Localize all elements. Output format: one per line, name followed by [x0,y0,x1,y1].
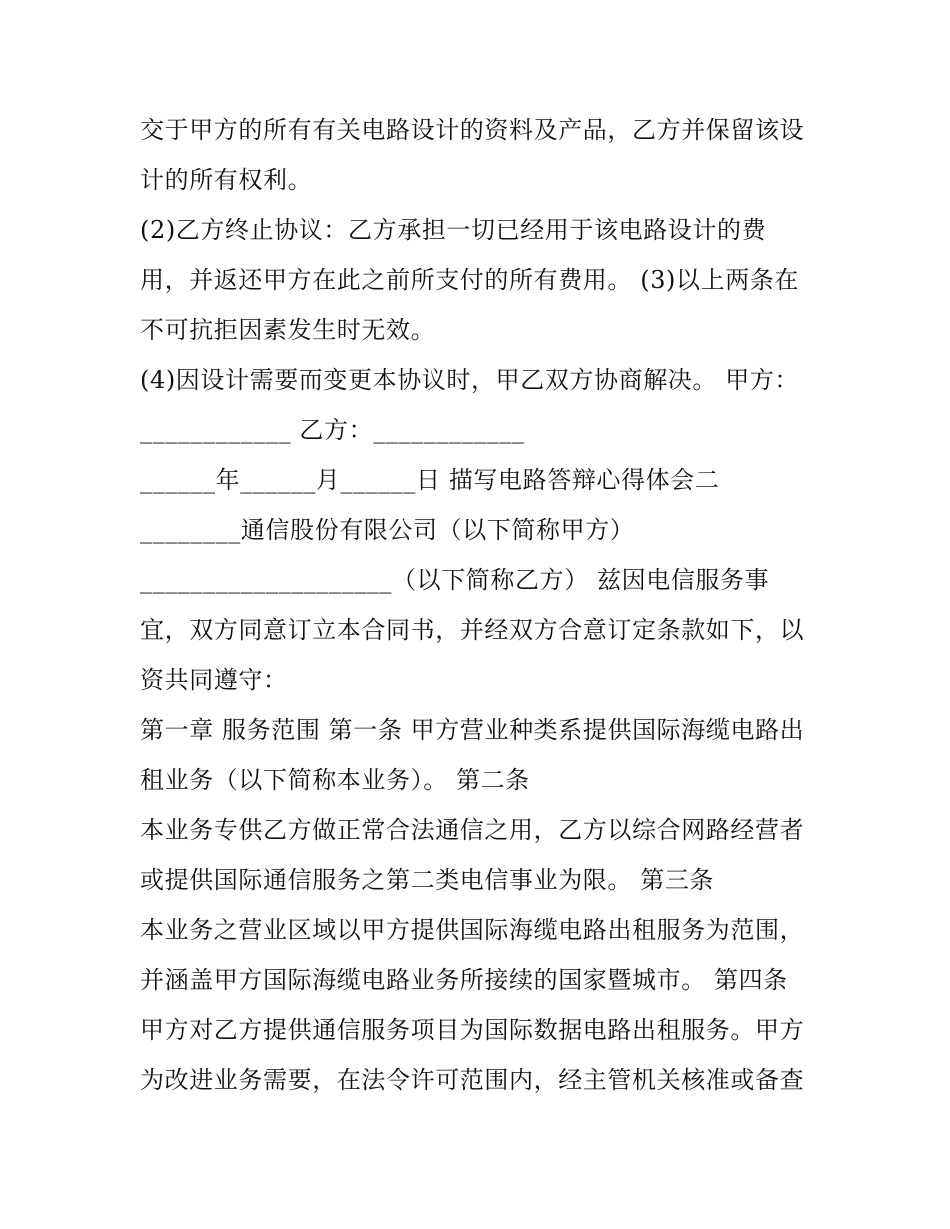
text-line: 资共同遵守： [140,666,288,694]
text-line: 交于甲方的所有有关电路设计的资料及产品，乙方并保留该设 [140,116,805,144]
text-line: ____________________（以下简称乙方） 兹因电信服务事 [140,566,770,594]
text-line: 并涵盖甲方国际海缆电路业务所接续的国家暨城市。 第四条 [140,966,788,994]
text-line: 宜，双方同意订立本合同书，并经双方合意订定条款如下，以 [140,616,805,644]
text-line: ________通信股份有限公司（以下简称甲方） [140,516,635,544]
text-line: 用，并返还甲方在此之前所支付的所有费用。 (3)以上两条在 [140,266,800,294]
text-line: 甲方对乙方提供通信服务项目为国际数据电路出租服务。甲方 [140,1016,805,1044]
text-line: 计的所有权利。 [140,166,313,194]
date-line: ______年______月______日 描写电路答辩心得体会二 [140,466,720,494]
text-line: (4)因设计需要而变更本协议时，甲乙双方协商解决。 甲方： [140,366,800,394]
text-line: 本业务专供乙方做正常合法通信之用，乙方以综合网路经营者 [140,816,805,844]
text-line: 为改进业务需要，在法令许可范围内，经主管机关核准或备查 [140,1066,805,1094]
text-line: 不可抗拒因素发生时无效。 [140,316,436,344]
signature-line: ____________ 乙方：____________ [140,416,525,444]
text-line: 本业务之营业区域以甲方提供国际海缆电路出租服务为范围， [140,916,805,944]
text-line: 或提供国际通信服务之第二类电信事业为限。 第三条 [140,866,715,894]
text-line: (2)乙方终止协议：乙方承担一切已经用于该电路设计的费 [140,216,767,244]
text-line: 租业务（以下简称本业务）。 第二条 [140,766,530,794]
text-line: 第一章 服务范围 第一条 甲方营业种类系提供国际海缆电路出 [140,716,805,744]
